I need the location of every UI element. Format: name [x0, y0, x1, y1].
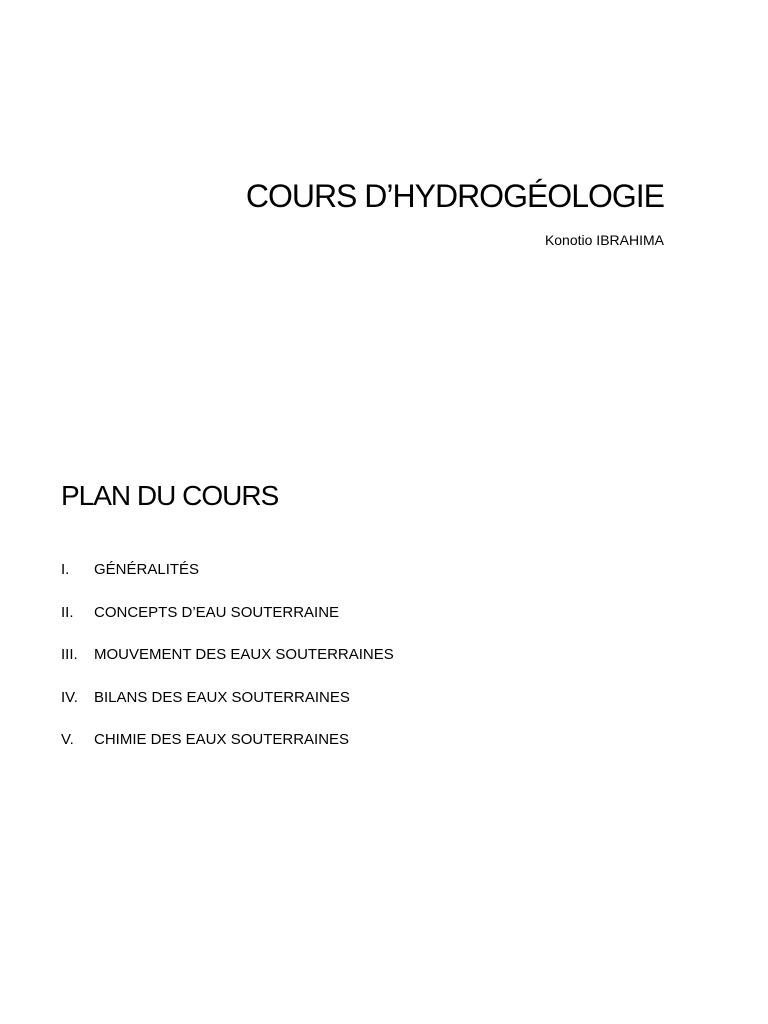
plan-item	[61, 688, 394, 731]
plan-item-number: II.	[61, 603, 74, 621]
plan-item-label: GÉNÉRALITÉS	[94, 561, 200, 578]
plan-item-number: III.	[61, 646, 78, 663]
plan-item	[61, 645, 394, 688]
document-title: COURS D’HYDROGÉOLOGIE	[245, 178, 664, 214]
plan-item	[61, 560, 394, 603]
plan-item-number: V.	[61, 731, 74, 748]
plan-item-number: IV.	[61, 688, 78, 706]
plan-heading: PLAN DU COURS	[61, 480, 279, 511]
plan-list	[61, 560, 394, 773]
document-author: Konotio IBRAHIMA	[544, 232, 664, 248]
plan-item-number: I.	[61, 561, 70, 578]
plan-item	[61, 730, 394, 773]
plan-item-label: CHIMIE DES EAUX SOUTERRAINES	[94, 731, 350, 748]
plan-item-label: MOUVEMENT DES EAUX SOUTERRAINES	[94, 646, 394, 663]
plan-item-label: CONCEPTS D’EAU SOUTERRAINE	[94, 603, 340, 621]
plan-item-label: BILANS DES EAUX SOUTERRAINES	[94, 688, 350, 706]
plan-item	[61, 603, 394, 646]
